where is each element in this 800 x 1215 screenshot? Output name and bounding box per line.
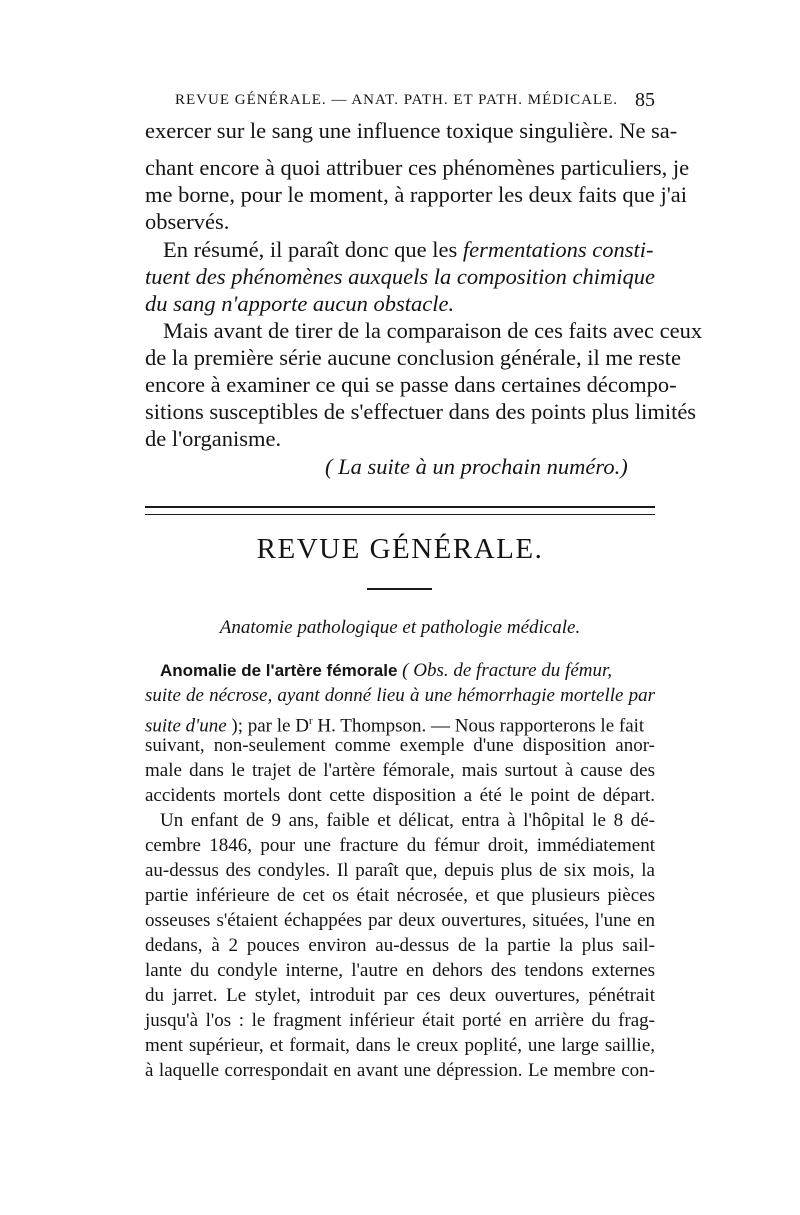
italic-span: ( Obs. de fracture du fémur,	[397, 660, 613, 681]
text-line: jusqu'à l'os : le fragment inférieur était porté en arrière du frag-	[145, 1010, 655, 1031]
text-line: me borne, pour le moment, à rapporter les deux faits que j'ai	[145, 182, 687, 207]
text-line	[160, 659, 655, 683]
text-line: au-dessus des condyles. Il paraît que, depuis plus de six mois, la	[145, 860, 655, 881]
title-rule	[367, 588, 432, 590]
text-line: accidents mortels dont cette disposition a été le point de départ.	[145, 785, 655, 806]
text-line: cembre 1846, pour une fracture du fémur droit, immédiatement	[145, 835, 655, 856]
text-line: chant encore à quoi attribuer ces phénomènes particuliers, je	[145, 155, 690, 180]
text-line: osseuses s'étaient échappées par deux ouvertures, situées, l'une en	[145, 910, 655, 931]
text-line	[163, 237, 655, 263]
section-subtitle: Anatomie pathologique et pathologie médicale.	[219, 617, 581, 638]
continuation-note: ( La suite à un prochain numéro.)	[325, 454, 628, 479]
text-line: à laquelle correspondait en avant une dépression. Le membre con-	[145, 1060, 655, 1081]
text-line: lante du condyle interne, l'autre en dehors des tendons externes	[145, 960, 655, 981]
italic-span: suite d'une	[145, 715, 227, 737]
text-span: H. Thompson. — Nous rapporterons le fait	[312, 715, 645, 737]
italic-span: fermentations consti-	[462, 237, 654, 262]
running-head	[175, 89, 655, 111]
text-span: En résumé, il paraît donc que les	[163, 237, 463, 262]
text-line: suivant, non-seulement comme exemple d'une disposition anor-	[145, 735, 655, 756]
text-line: sitions susceptibles de s'effectuer dans des points plus limités	[145, 399, 697, 424]
article-heading: Anomalie de l'artère fémorale	[160, 661, 398, 680]
text-line: du jarret. Le stylet, introduit par ces deux ouvertures, pénétrait	[145, 985, 655, 1006]
section-title: REVUE GÉNÉRALE.	[256, 533, 544, 565]
text-line: observés.	[145, 209, 230, 234]
page-number: 85	[635, 89, 655, 111]
text-line: du sang n'apporte aucun obstacle.	[145, 291, 455, 316]
text-line: encore à examiner ce qui se passe dans certaines décompo-	[145, 372, 677, 397]
text-line: ment supérieur, et formait, dans le creux poplité, une large saillie,	[145, 1035, 655, 1056]
text-line: Mais avant de tirer de la comparaison de ces faits avec ceux	[163, 318, 703, 343]
text-span: ); par le D	[226, 715, 309, 737]
text-line: de l'organisme.	[145, 426, 282, 451]
section-divider	[145, 514, 655, 515]
text-line: tuent des phénomènes auxquels la composition chimique	[145, 264, 655, 289]
superscript: r	[308, 715, 313, 727]
section-divider	[145, 506, 655, 508]
text-line: Un enfant de 9 ans, faible et délicat, entra à l'hôpital le 8 dé-	[160, 810, 655, 831]
text-line: exercer sur le sang une influence toxique singulière. Ne sa-	[145, 118, 678, 143]
running-title: REVUE GÉNÉRALE. — ANAT. PATH. ET PATH. MÉDICALE.	[175, 92, 619, 108]
text-line: dedans, à 2 pouces environ au-dessus de la partie la plus sail-	[145, 935, 655, 956]
text-line: partie inférieure de cet os était nécrosée, et que plusieurs pièces	[145, 885, 655, 906]
text-line: de la première série aucune conclusion générale, il me reste	[145, 345, 681, 370]
text-line: suite de nécrose, ayant donné lieu à une hémorrhagie mortelle par	[145, 685, 655, 706]
text-line: male dans le trajet de l'artère fémorale, mais surtout à cause des	[145, 760, 655, 781]
